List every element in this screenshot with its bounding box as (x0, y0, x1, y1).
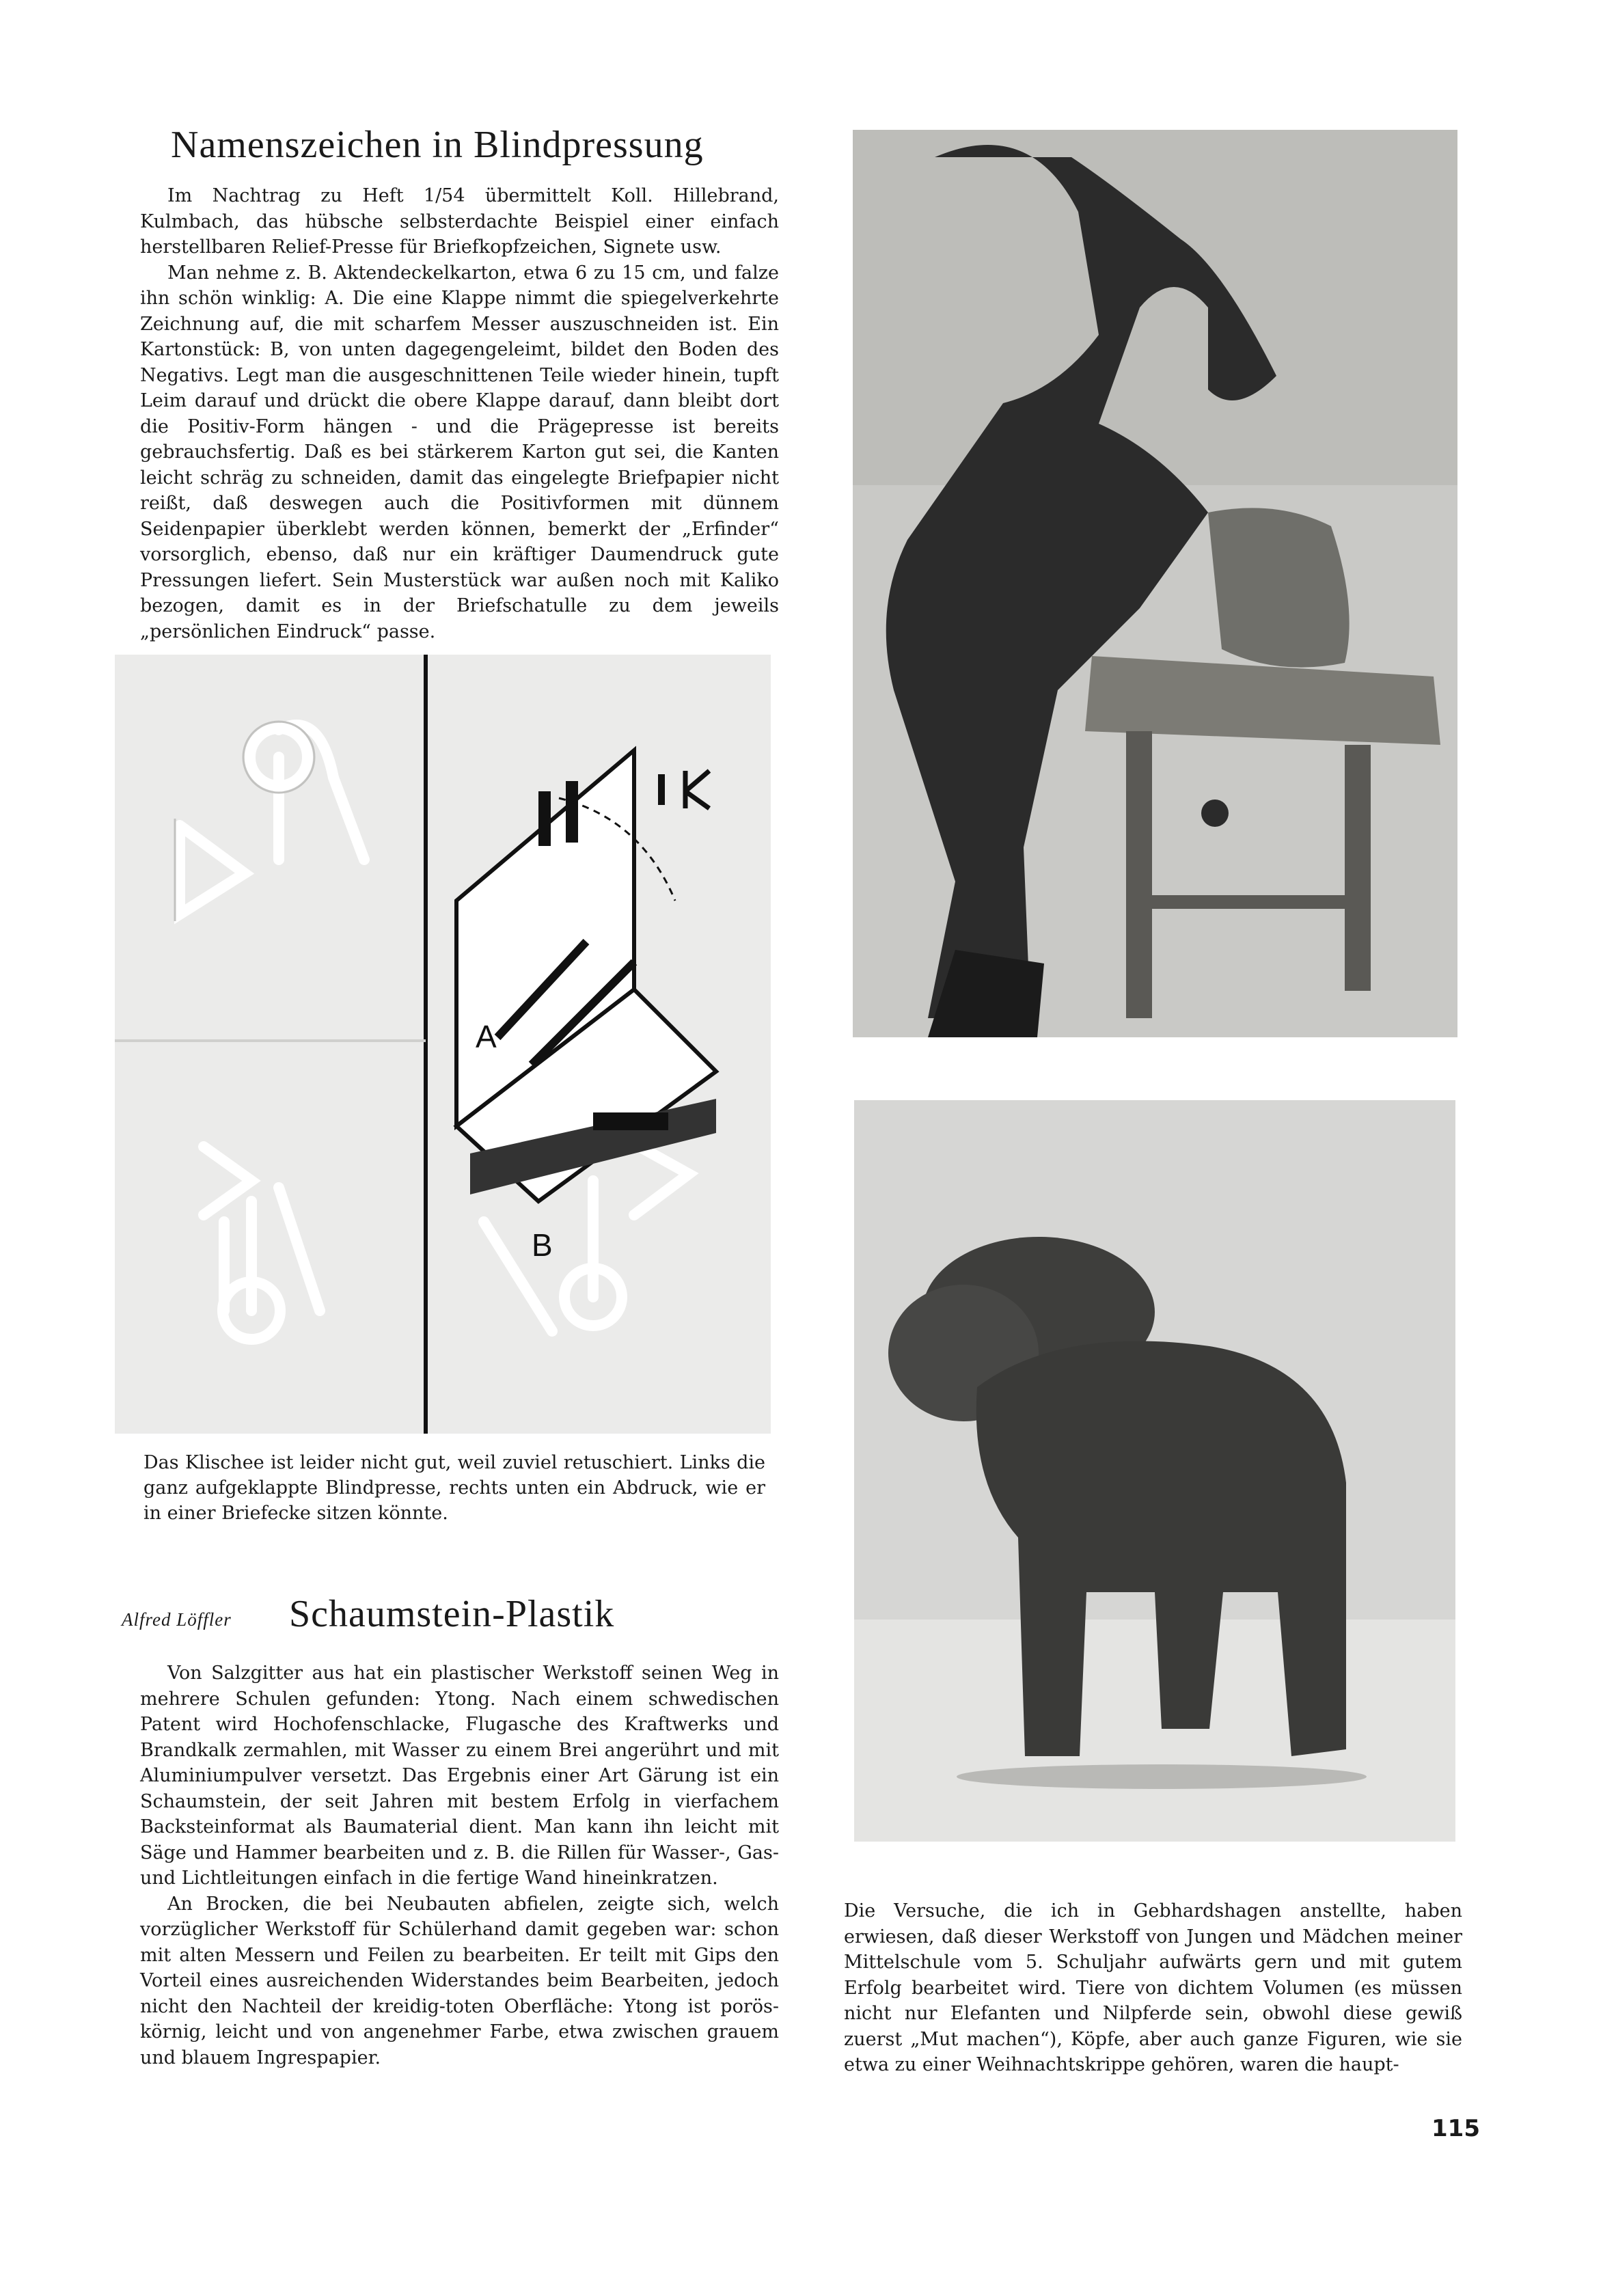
article1-body (140, 183, 779, 644)
article2-author: Alfred Löffler (122, 1609, 232, 1630)
article2-paragraph: An Brocken, die bei Neubauten abfielen, zeigte sich, welch vorzüglicher Werkstoff für Schülerhand damit gegeben war: schon mit alten Messern und Feilen zu bearbeiten. Er teilt mit Gips den Vorteil eines ausreichenden Widerstandes beim Bearbeiten, jedoch nicht den Nachteil der kreidig-toten Oberfläche: Ytong ist porös-körnig, leicht und von angenehmer Farbe, etwa zwischen grauem und blauem Ingrespapier. (140, 1893, 779, 2068)
article2-paragraph: Von Salzgitter aus hat ein plastischer Werkstoff seinen Weg in mehrere Schulen gefunden: Ytong. Nach einem schwedischen Patent wird Hochofenschlacke, Flugasche des Kraftwerks und Brandkalk zermahlen, mit Wasser zu einem Brei angerührt und mit Aluminiumpulver versetzt. Das Ergebnis einer Art Gärung ist ein Schaumstein, der seit Jahren mit bestem Erfolg in vierfachem Backsteinformat als Baumaterial dient. Man kann ihn leicht mit Säge und Hammer bearbeiten und z. B. die Rillen für Wasser-, Gas- und Lichtleitungen einfach in die fertige Wand hineinkratzen. (140, 1663, 779, 1889)
photo-boy-sculpting (853, 130, 1457, 1037)
label-a: A (476, 1019, 497, 1054)
article2-right-column (844, 1898, 1462, 2078)
blind-press-drawing (115, 655, 771, 1434)
photo-boy-sculpting-drawing (853, 130, 1457, 1037)
article1-title: Namenszeichen in Blindpressung (171, 124, 704, 166)
article1-paragraph: Im Nachtrag zu Heft 1/54 übermittelt Koll. Hillebrand, Kulmbach, das hübsche selbsterdachte Beispiel einer einfach herstellbaren Relief-Presse für Briefkopfzeichen, Signete usw. (140, 185, 779, 258)
article2-body (140, 1660, 779, 2070)
photo-schaumstein-animal-drawing (854, 1100, 1455, 1842)
illustration-caption: Das Klischee ist leider nicht gut, weil zuviel retuschiert. Links die ganz aufgeklappte Blindpresse, rechts unten ein Abdruck, wie er in einer Briefecke sitzen könnte. (143, 1452, 765, 1524)
article1-paragraph: Man nehme z. B. Aktendeckelkarton, etwa 6 zu 15 cm, und falze ihn schön winklig: A. Die eine Klappe nimmt die spiegelverkehrte Zeichnung auf, die mit scharfem Messer auszuschneiden ist. Ein Kartonstück: B, von unten dagegengeleimt, bildet den Boden des Negativs. Legt man die ausgeschnittenen Teile wieder hinein, tupft Leim darauf und drückt die obere Klappe darauf, dann bleibt dort die Positiv-Form hängen - und die Prägepresse ist bereits gebrauchsfertig. Daß es bei stärkerem Karton gut sei, die Kanten leicht schräg zu schneiden, damit das eingelegte Briefpapier nicht reißt, daß deswegen auch die Positivformen mit dünnem Seidenpapier überklebt werden können, bemerkt der „Erfinder“ vorsorglich, ebenso, daß nur ein kräftiger Daumendruck gute Pressungen liefert. Sein Musterstück war außen noch mit Kaliko bezogen, damit es in der Briefschatulle zu dem jeweils „persönlichen Eindruck“ passe. (140, 262, 779, 642)
photo-schaumstein-animal (854, 1100, 1455, 1842)
article2-title: Schaumstein-Plastik (289, 1593, 615, 1635)
blind-press-illustration (115, 655, 771, 1434)
article2-right-paragraph: Die Versuche, die ich in Gebhardshagen anstellte, haben erwiesen, daß dieser Werkstoff von Jungen und Mädchen meiner Mittelschule vom 5. Schuljahr aufwärts gern und mit gutem Erfolg bearbeitet wird. Tiere von dichtem Volumen (es müssen nicht nur Elefanten und Nilpferde sein, obwohl diese gewiß zuerst „Mut machen“), Köpfe, aber auch ganze Figuren, wie sie etwa zu einer Weihnachtskrippe gehören, waren die haupt- (844, 1900, 1462, 2075)
page-number: 115 (1432, 2115, 1480, 2142)
label-b: B (532, 1227, 553, 1263)
